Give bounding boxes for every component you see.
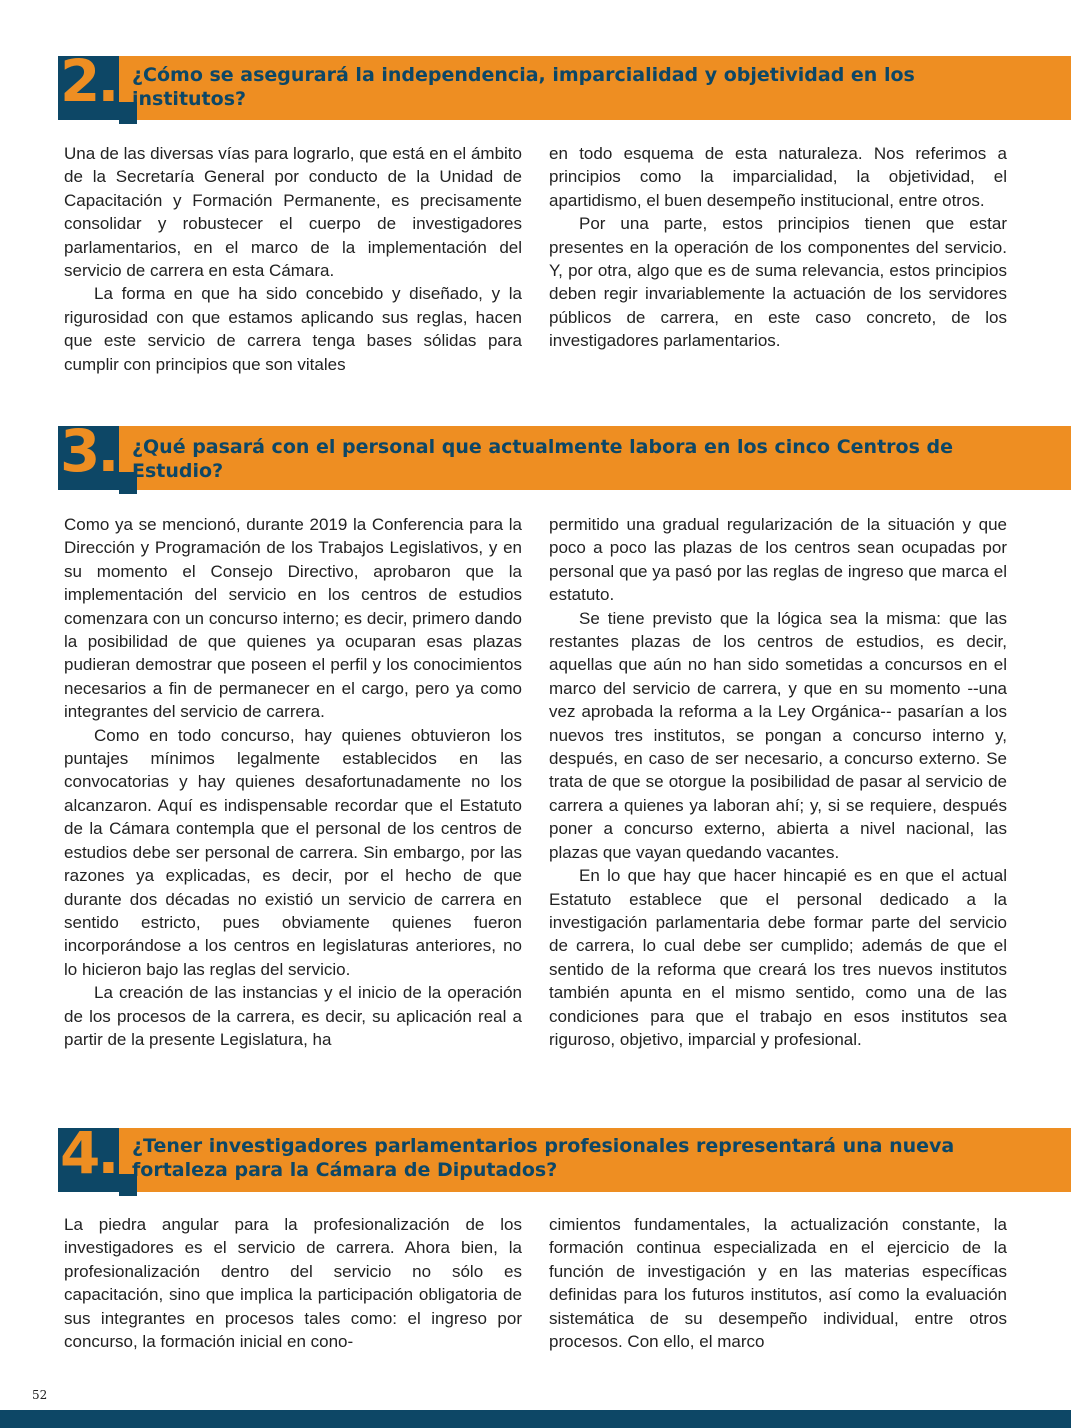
question-title: ¿Qué pasará con el personal que actualmente labora en los cinco Centros de Estudio? (132, 436, 953, 482)
paragraph: Una de las diversas vías para lograrlo, que está en el ámbito de la Secretaría General por conducto de la Unidad de Capacitación y Formación Permanente, es precisamente consolidar y robustecer el cuerpo de investigadores parlamentarios, en el marco de la implementación del servicio de carrera en esta Cámara. (64, 144, 522, 281)
paragraph: en todo esquema de esta naturaleza. Nos referimos a principios como la imparcialidad, la objetividad, el apartidismo, el buen desempeño institucional, entre otros. (549, 144, 1007, 210)
section-number: 2. (60, 47, 117, 115)
paragraph: cimientos fundamentales, la actualización constante, la formación continua especializada en el ejercicio de la función de investigación y en las materias específicas definidas para los futuros institutos, así como la evaluación sistemática de su desempeño individual, entre otros procesos. Con ello, el marco (549, 1215, 1007, 1352)
question-banner (58, 47, 1071, 120)
column-left (64, 513, 522, 1051)
body-columns (64, 142, 1007, 376)
column-right (549, 142, 1007, 376)
page-number: 52 (32, 1388, 48, 1402)
section-number: 3. (60, 417, 117, 485)
paragraph: La forma en que ha sido concebido y diseñado, y la rigurosidad con que estamos aplicando sus reglas, hacen que este servicio de carrera tenga bases sólidas para cumplir con principios que son vitales (64, 284, 522, 374)
paragraph: Como en todo concurso, hay quienes obtuvieron los puntajes mínimos legalmente establecidos en las convocatorias y hay quienes desafortunadamente no los alcanzaron. Aquí es indispensable recordar que el Estatuto de la Cámara contempla que el personal de los centros de estudios debe ser personal de carrera. Sin embargo, por las razones ya explicadas, es decir, por el hecho de que durante dos décadas no existió un servicio de carrera en sentido estricto, pues obviamente quienes fueron incorporándose a los centros en legislaturas anteriores, no lo hicieron bajo las reglas del servicio. (64, 725, 522, 979)
number-box (58, 1119, 119, 1192)
body-columns (64, 1213, 1007, 1353)
question-title: ¿Cómo se asegurará la independencia, imparcialidad y objetividad en los institutos? (132, 64, 915, 110)
body-columns (64, 513, 1007, 1051)
column-left (64, 142, 522, 376)
question-title: ¿Tener investigadores parlamentarios profesionales representará una nueva fortaleza para la Cámara de Diputados? (132, 1135, 955, 1181)
section-number: 4. (60, 1119, 117, 1187)
paragraph: En lo que hay que hacer hincapié es en que el actual Estatuto establece que el personal dedicado a la investigación parlamentaria debe formar parte del servicio de carrera, lo cual debe ser cumplido; además de que el sentido de la reforma que creará los tres nuevos institutos también apunta en el mismo sentido, como una de las condiciones para que el trabajo en esos institutos sea riguroso, objetivo, imparcial y profesional. (549, 866, 1007, 1049)
question-banner (58, 1119, 1071, 1192)
footer-bar (0, 1410, 1071, 1428)
paragraph: La creación de las instancias y el inicio de la operación de los procesos de la carrera, es decir, su aplicación real a partir de la presente Legislatura, ha (64, 983, 522, 1049)
paragraph: La piedra angular para la profesionalización de los investigadores es el servicio de carrera. Ahora bien, la profesionalización dentro del servicio no sólo es capacitación, sino que implica la participación obligatoria de sus integrantes en procesos tales como: el ingreso por concurso, la formación inicial en cono- (64, 1215, 522, 1352)
question-banner (58, 417, 1071, 490)
paragraph: permitido una gradual regularización de la situación y que poco a poco las plazas de los centros sean ocupadas por personal que ya pasó por las reglas de ingreso que marca el estatuto. (549, 515, 1007, 605)
column-right (549, 1213, 1007, 1353)
paragraph: Se tiene previsto que la lógica sea la misma: que las restantes plazas de los centros de estudios, es decir, aquellas que aún no han sido sometidas a concursos en el marco del servicio de carrera, y que en su momento --una vez aprobada la reforma a la Ley Orgánica-- pasarían a los nuevos tres institutos, se pongan a concurso interno y, después, en caso de ser necesario, a concurso externo. Se trata de que se otorgue la posibilidad de pasar al servicio de carrera a quienes ya laboran ahí; y, si se requiere, después poner a concurso externo, abierta a nivel nacional, las plazas que vayan quedando vacantes. (549, 608, 1007, 862)
number-box (58, 47, 119, 120)
paragraph: Como ya se mencionó, durante 2019 la Conferencia para la Dirección y Programación de los Trabajos Legislativos, y en su momento el Consejo Directivo, aprobaron que la implementación del servicio en los centros de estudios comenzara con un concurso interno; es decir, primero dando la posibilidad de que quienes ya ocuparan esas plazas pudieran demostrar que poseen el perfil y los conocimientos necesarios a fin de permanecer en el cargo, pero ya como integrantes del servicio de carrera. (64, 515, 522, 722)
paragraph: Por una parte, estos principios tienen que estar presentes en la operación de los componentes del servicio. Y, por otra, algo que es de suma relevancia, estos principios deben regir invariablemente la actuación de los servidores públicos de carrera, en este caso concreto, de los investigadores parlamentarios. (549, 214, 1007, 351)
column-left (64, 1213, 522, 1353)
number-box (58, 417, 119, 490)
column-right (549, 513, 1007, 1051)
